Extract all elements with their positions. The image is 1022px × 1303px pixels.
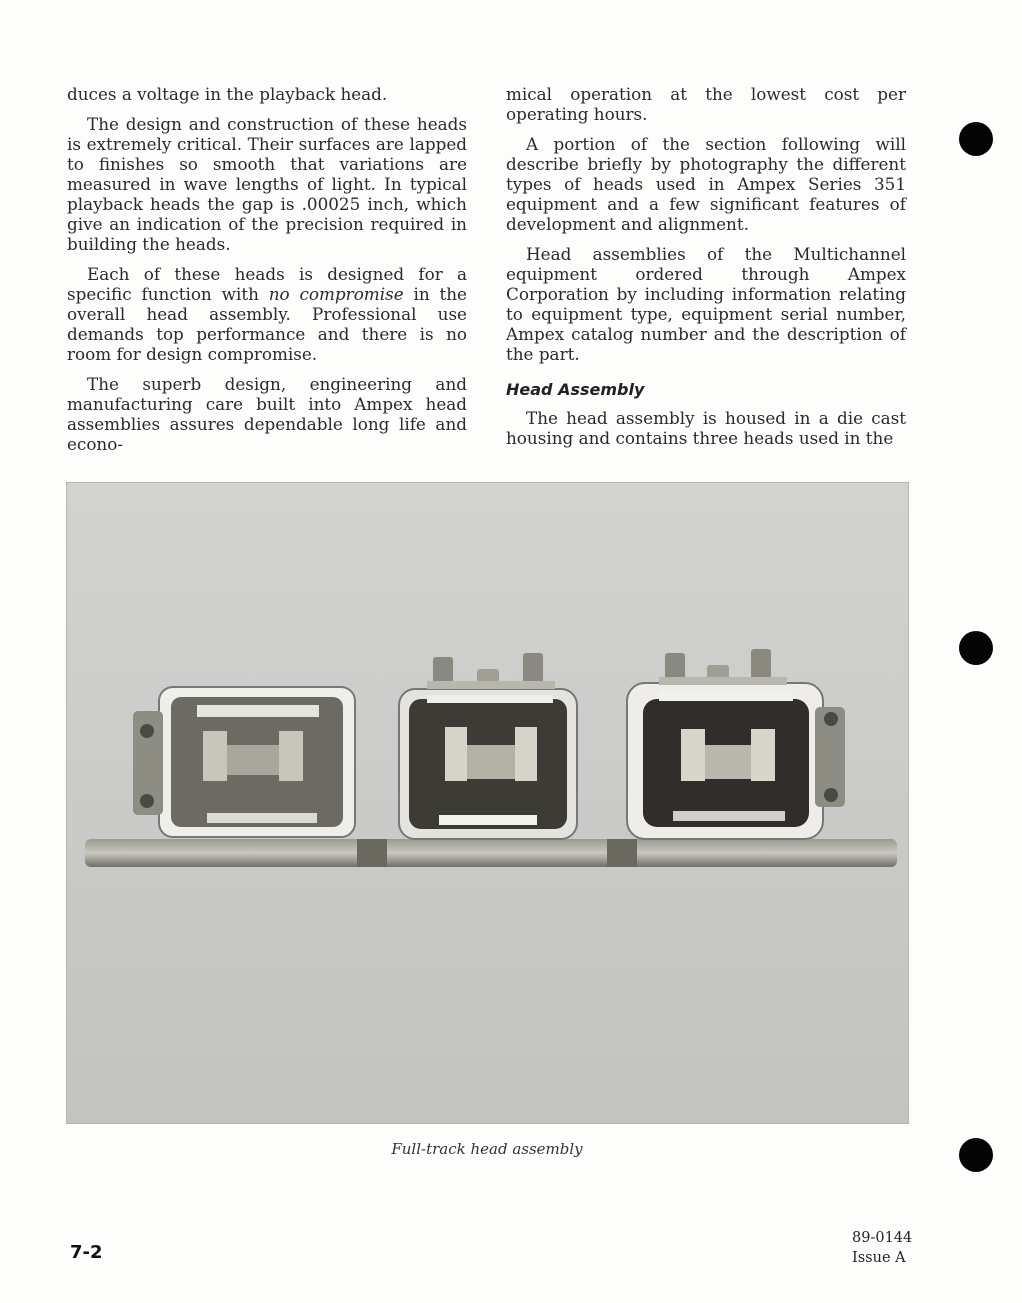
left-paragraph-3-end: in the overall head assembly. Professional use demands top performance and there is no room for design compromise. [67, 284, 467, 364]
section-heading: Head Assembly [506, 380, 645, 399]
left-paragraph-1: duces a voltage in the playback head. [67, 84, 388, 104]
right-paragraph-2: A portion of the section following will describe briefly by photography the different types of heads used in Ampex Series 351 equipment and a few significant features of development and alignment. [506, 134, 906, 234]
right-paragraph-4: The head assembly is housed in a die cast housing and contains three heads used in the [506, 408, 906, 448]
document-issue: Issue A [852, 1250, 906, 1266]
right-column [506, 84, 906, 458]
left-paragraph-2: The design and construction of these heads is extremely critical. Their surfaces are lapped to finishes so smooth that variations are measured in wave lengths of light. In typical playback heads the gap is .00025 inch, which give an indication of the precision required in building the heads. [67, 114, 467, 254]
binder-hole-middle [959, 631, 993, 665]
left-paragraph-3 [67, 264, 467, 364]
left-paragraph-4: The superb design, engineering and manufacturing care built into Ampex head assemblies assures dependable long life and econo- [67, 374, 467, 454]
document-number: 89-0144 [852, 1230, 913, 1246]
mounting-rail [85, 839, 897, 867]
right-paragraph-1: mical operation at the lowest cost per operating hours. [506, 84, 906, 124]
head-assembly-illustration [67, 483, 908, 1123]
right-paragraph-3: Head assemblies of the Multichannel equipment ordered through Ampex Corporation by including information relating to equipment type, equipment serial number, Ampex catalog number and the description of the part. [506, 244, 906, 364]
left-column [67, 84, 467, 464]
erase-head-housing [133, 687, 355, 837]
left-paragraph-3-start: Each of these heads is designed for a specific function with [67, 264, 467, 304]
document-id [852, 1228, 912, 1268]
figure-caption: Full-track head assembly [391, 1140, 583, 1158]
emphasis-no-compromise: no compromise [268, 284, 404, 304]
head-assembly-photo [66, 482, 909, 1124]
page-number: 7-2 [70, 1242, 103, 1263]
binder-hole-top [959, 122, 993, 156]
